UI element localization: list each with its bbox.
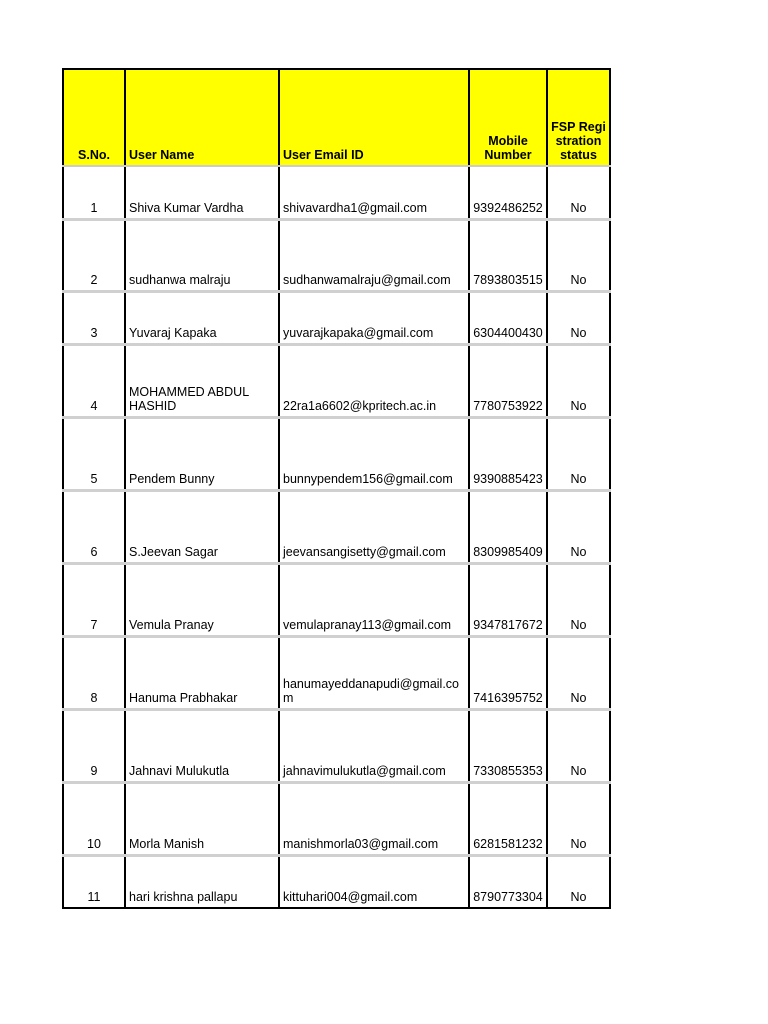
table-row: [63, 219, 610, 291]
cell-sno[interactable]: 1: [63, 166, 125, 219]
table-row: [63, 782, 610, 855]
header-row: [63, 69, 610, 166]
cell-fsp-status[interactable]: No: [547, 782, 610, 855]
cell-user-name[interactable]: Vemula Pranay: [125, 563, 279, 636]
header-fsp-status[interactable]: FSP Registration status: [547, 69, 610, 166]
cell-user-name[interactable]: hari krishna pallapu: [125, 855, 279, 908]
cell-user-name[interactable]: sudhanwa malraju: [125, 219, 279, 291]
table-row: [63, 417, 610, 490]
cell-email[interactable]: 22ra1a6602@kpritech.ac.in: [279, 344, 469, 417]
cell-sno[interactable]: 5: [63, 417, 125, 490]
cell-email[interactable]: sudhanwamalraju@gmail.com: [279, 219, 469, 291]
cell-email[interactable]: jahnavimulukutla@gmail.com: [279, 709, 469, 782]
cell-fsp-status[interactable]: No: [547, 563, 610, 636]
cell-sno[interactable]: 3: [63, 291, 125, 344]
cell-user-name[interactable]: Hanuma Prabhakar: [125, 636, 279, 709]
cell-sno[interactable]: 8: [63, 636, 125, 709]
cell-mobile[interactable]: 7893803515: [469, 219, 547, 291]
cell-user-name[interactable]: Pendem Bunny: [125, 417, 279, 490]
table-row: [63, 709, 610, 782]
cell-email[interactable]: bunnypendem156@gmail.com: [279, 417, 469, 490]
table-row: [63, 636, 610, 709]
cell-mobile[interactable]: 6304400430: [469, 291, 547, 344]
table-row: [63, 166, 610, 219]
table-row: [63, 490, 610, 563]
cell-user-name[interactable]: MOHAMMED ABDUL HASHID: [125, 344, 279, 417]
header-sno[interactable]: S.No.: [63, 69, 125, 166]
cell-mobile[interactable]: 8790773304: [469, 855, 547, 908]
spreadsheet-table: [62, 68, 611, 909]
cell-email[interactable]: shivavardha1@gmail.com: [279, 166, 469, 219]
cell-mobile[interactable]: 9392486252: [469, 166, 547, 219]
cell-mobile[interactable]: 9347817672: [469, 563, 547, 636]
header-email[interactable]: User Email ID: [279, 69, 469, 166]
cell-email[interactable]: vemulapranay113@gmail.com: [279, 563, 469, 636]
table-row: [63, 855, 610, 908]
cell-fsp-status[interactable]: No: [547, 636, 610, 709]
cell-user-name[interactable]: Jahnavi Mulukutla: [125, 709, 279, 782]
header-mobile[interactable]: Mobile Number: [469, 69, 547, 166]
cell-fsp-status[interactable]: No: [547, 855, 610, 908]
cell-sno[interactable]: 10: [63, 782, 125, 855]
cell-user-name[interactable]: Yuvaraj Kapaka: [125, 291, 279, 344]
cell-fsp-status[interactable]: No: [547, 166, 610, 219]
cell-mobile[interactable]: 9390885423: [469, 417, 547, 490]
cell-mobile[interactable]: 7330855353: [469, 709, 547, 782]
cell-sno[interactable]: 6: [63, 490, 125, 563]
cell-email[interactable]: kittuhari004@gmail.com: [279, 855, 469, 908]
cell-sno[interactable]: 9: [63, 709, 125, 782]
cell-mobile[interactable]: 7416395752: [469, 636, 547, 709]
table-row: [63, 344, 610, 417]
cell-mobile[interactable]: 7780753922: [469, 344, 547, 417]
cell-email[interactable]: jeevansangisetty@gmail.com: [279, 490, 469, 563]
cell-fsp-status[interactable]: No: [547, 709, 610, 782]
cell-mobile[interactable]: 8309985409: [469, 490, 547, 563]
cell-fsp-status[interactable]: No: [547, 219, 610, 291]
cell-sno[interactable]: 2: [63, 219, 125, 291]
cell-email[interactable]: hanumayeddanapudi@gmail.com: [279, 636, 469, 709]
cell-email[interactable]: yuvarajkapaka@gmail.com: [279, 291, 469, 344]
cell-fsp-status[interactable]: No: [547, 417, 610, 490]
cell-user-name[interactable]: Shiva Kumar Vardha: [125, 166, 279, 219]
table-body: [63, 166, 610, 908]
cell-sno[interactable]: 4: [63, 344, 125, 417]
table-row: [63, 563, 610, 636]
cell-fsp-status[interactable]: No: [547, 291, 610, 344]
cell-user-name[interactable]: S.Jeevan Sagar: [125, 490, 279, 563]
cell-sno[interactable]: 7: [63, 563, 125, 636]
cell-sno[interactable]: 11: [63, 855, 125, 908]
cell-fsp-status[interactable]: No: [547, 490, 610, 563]
table-row: [63, 291, 610, 344]
cell-fsp-status[interactable]: No: [547, 344, 610, 417]
cell-user-name[interactable]: Morla Manish: [125, 782, 279, 855]
cell-mobile[interactable]: 6281581232: [469, 782, 547, 855]
header-user-name[interactable]: User Name: [125, 69, 279, 166]
cell-email[interactable]: manishmorla03@gmail.com: [279, 782, 469, 855]
